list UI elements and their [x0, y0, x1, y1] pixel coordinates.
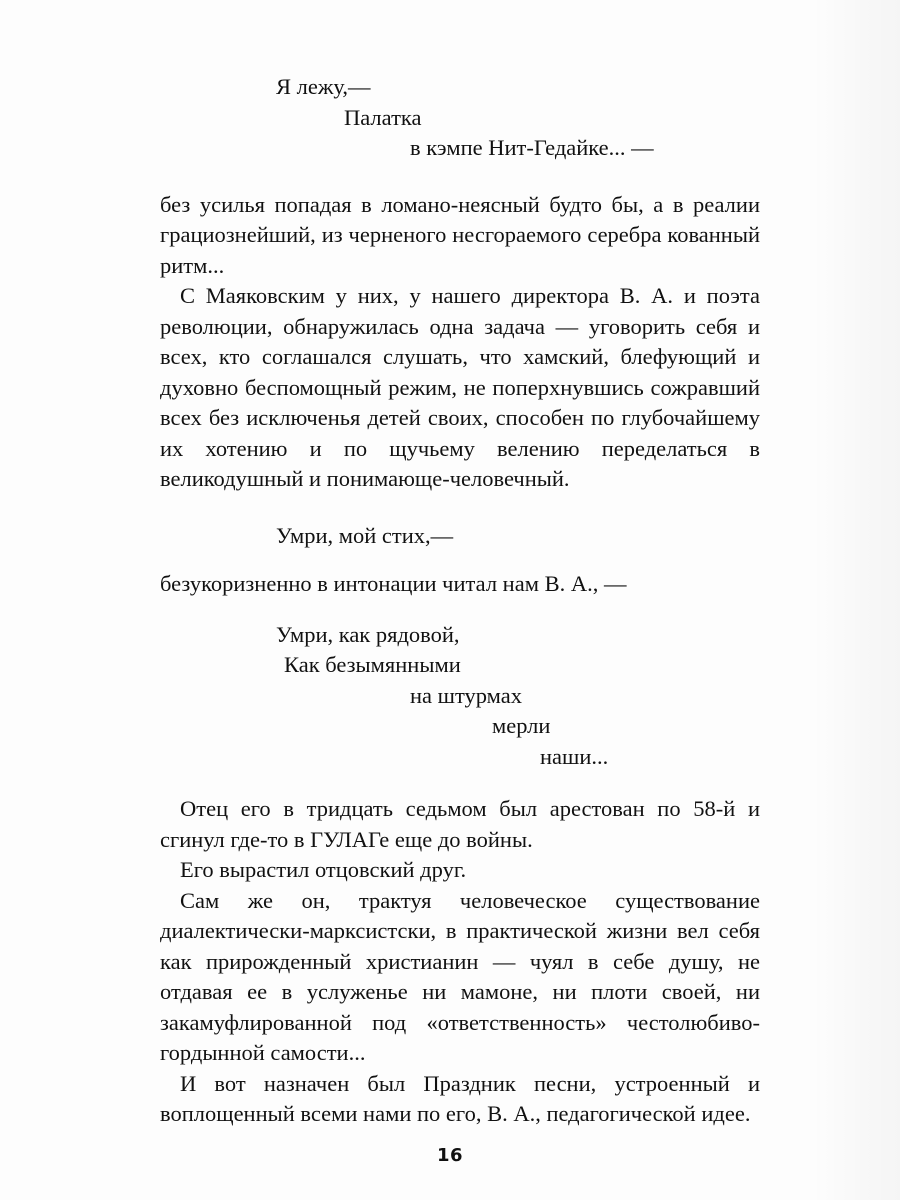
paragraph: Отец его в тридцать седьмом был арестован по 58-й и сгинул где-то в ГУЛАГе еще до войны.	[160, 796, 760, 852]
verse-line: Я лежу,—	[276, 74, 371, 99]
page-text	[160, 72, 760, 1130]
verse-line: Как безымянными	[284, 652, 461, 677]
paragraph: Сам же он, трактуя человеческое существование диалектически-марксистски, в практической жизни вел себя как прирожденный христианин — чуял в себе душу, не отдавая ее в услуженье ни мамоне, ни плоти своей, ни закамуфлированной под «ответственность» честолюбиво-гордынной самости...	[160, 887, 760, 1065]
spacer	[160, 495, 760, 521]
verse-line: на штурмах	[410, 682, 522, 708]
verse-line: мерли	[492, 713, 551, 738]
page-number: 16	[436, 1145, 464, 1166]
paragraph: И вот назначен был Праздник песни, устроенный и воплощенный всеми нами по его, В. А., педагогической идее.	[160, 1070, 760, 1126]
paragraph: С Маяковским у них, у нашего директора В. А. и поэта революции, обнаружилась одна задача — уговорить себя и всех, кто соглашался слушать, что хамский, блефующий и духовно беспомощный режим, не поперхнувшись сожравший всех без исключенья детей своих, способен по глубочайшему их хотению и по щучьему велению переделаться в великодушный и понимающе-человечный.	[160, 283, 760, 491]
verse-line: Палатка	[344, 104, 422, 130]
paragraph: без усилья попадая в ломано-неясный будто бы, а в реалии грациознейший, из черненого несгораемого серебра кованный ритм...	[160, 191, 760, 278]
spacer	[160, 772, 760, 794]
verse-line: наши...	[540, 743, 609, 769]
paragraph: безукоризненно в интонации читал нам В. А., —	[160, 571, 627, 596]
paragraph: Его вырастил отцовский друг.	[180, 857, 467, 882]
spacer	[160, 600, 760, 620]
page-edge-shade	[812, 0, 900, 1200]
spacer	[160, 551, 760, 569]
verse-line: в кэмпе Нит-Гедайке... —	[410, 135, 654, 160]
verse-line: Умри, как рядовой,	[276, 621, 460, 647]
spacer	[160, 164, 760, 190]
verse-line: Умри, мой стих,—	[276, 522, 454, 548]
